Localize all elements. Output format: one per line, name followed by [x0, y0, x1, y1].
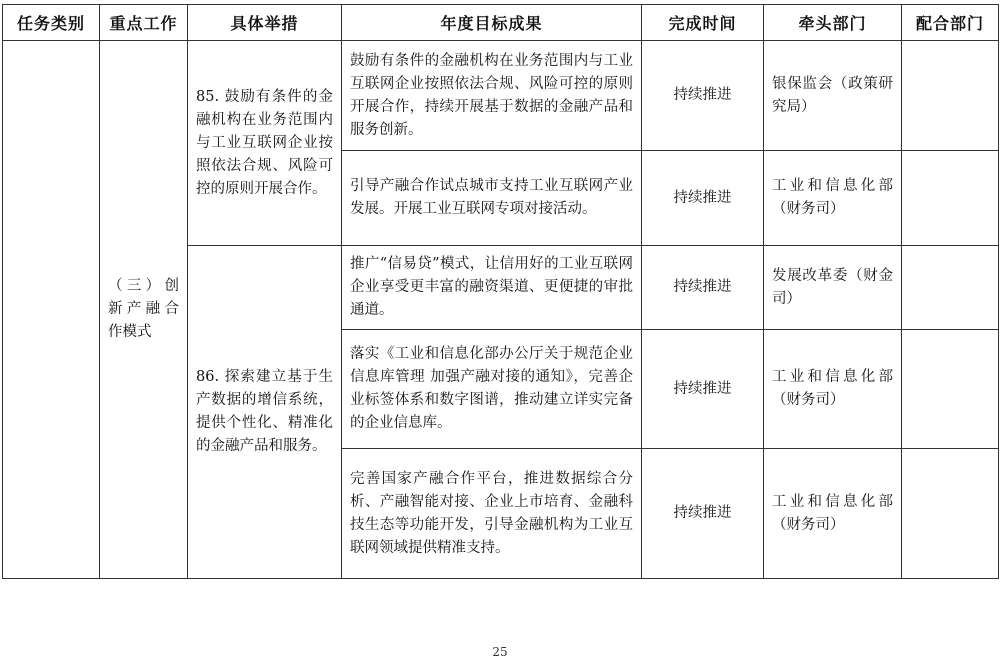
- cooperating-department-cell: [902, 449, 999, 579]
- header-completion-time: 完成时间: [642, 5, 764, 41]
- key-work-cell: （三）创新产融合作模式: [100, 41, 188, 579]
- header-measures: 具体举措: [188, 5, 342, 41]
- completion-time-cell: 持续推进: [642, 449, 764, 579]
- measure-85-cell: 85. 鼓励有条件的金融机构在业务范围内与工业互联网企业按照依法合规、风险可控的原则开展合作。: [188, 41, 342, 246]
- completion-time-cell: 持续推进: [642, 330, 764, 449]
- goal-cell: 引导产融合作试点城市支持工业互联网产业发展。开展工业互联网专项对接活动。: [342, 151, 642, 246]
- lead-department-cell: 发展改革委（财金司）: [764, 246, 902, 330]
- measure-86-cell: 86. 探索建立基于生产数据的增信系统，提供个性化、精准化的金融产品和服务。: [188, 246, 342, 579]
- completion-time-cell: 持续推进: [642, 246, 764, 330]
- header-lead-department: 牵头部门: [764, 5, 902, 41]
- task-category-cell: [3, 41, 100, 579]
- table-header-row: [3, 5, 999, 41]
- goal-cell: 鼓励有条件的金融机构在业务范围内与工业互联网企业按照依法合规、风险可控的原则开展合作，持续开展基于数据的金融产品和服务创新。: [342, 41, 642, 151]
- cooperating-department-cell: [902, 41, 999, 151]
- task-table: [2, 4, 999, 579]
- goal-cell: 落实《工业和信息化部办公厅关于规范企业信息库管理 加强产融对接的通知》，完善企业标签体系和数字图谱，推动建立详实完备的企业信息库。: [342, 330, 642, 449]
- cooperating-department-cell: [902, 246, 999, 330]
- lead-department-cell: 银保监会（政策研究局）: [764, 41, 902, 151]
- goal-cell: 完善国家产融合作平台，推进数据综合分析、产融智能对接、企业上市培育、金融科技生态等功能开发，引导金融机构为工业互联网领域提供精准支持。: [342, 449, 642, 579]
- goal-cell: 推广“信易贷”模式，让信用好的工业互联网企业享受更丰富的融资渠道、更便捷的审批通道。: [342, 246, 642, 330]
- cooperating-department-cell: [902, 151, 999, 246]
- cooperating-department-cell: [902, 330, 999, 449]
- lead-department-cell: 工业和信息化部（财务司）: [764, 151, 902, 246]
- header-task-category: 任务类别: [3, 5, 100, 41]
- completion-time-cell: 持续推进: [642, 151, 764, 246]
- table-row: [3, 41, 999, 151]
- header-cooperating-department: 配合部门: [902, 5, 999, 41]
- page-number: 25: [492, 645, 508, 659]
- lead-department-cell: 工业和信息化部（财务司）: [764, 449, 902, 579]
- header-annual-goals: 年度目标成果: [342, 5, 642, 41]
- lead-department-cell: 工业和信息化部（财务司）: [764, 330, 902, 449]
- completion-time-cell: 持续推进: [642, 41, 764, 151]
- header-key-work: 重点工作: [100, 5, 188, 41]
